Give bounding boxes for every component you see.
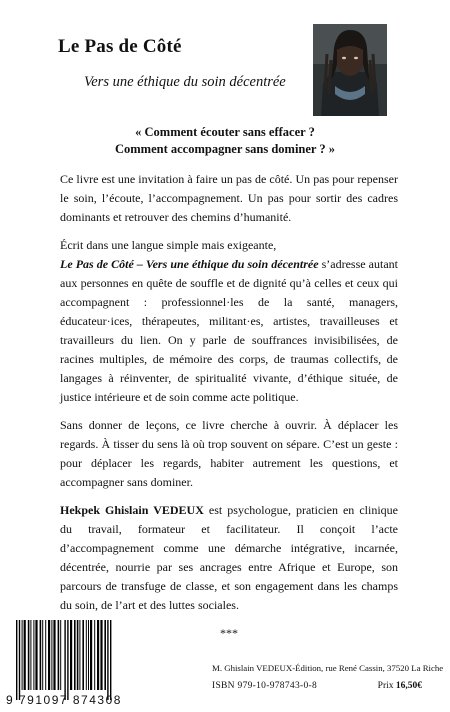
author-name: Hekpek Ghislain VEDEUX bbox=[60, 503, 204, 517]
price-value: 16,50€ bbox=[395, 681, 422, 691]
book-title-inline: Le Pas de Côté – Vers une éthique du soin décentrée bbox=[60, 257, 319, 271]
barcode-bar bbox=[51, 620, 52, 690]
barcode-bar bbox=[22, 620, 23, 690]
barcode-bar bbox=[40, 620, 42, 690]
barcode-bar bbox=[104, 620, 106, 690]
paragraph-purpose: Sans donner de leçons, ce livre cherche à ouvrir. À déplacer les regards. À tisser du sens là où trop souvent on sépare. C’est un geste : pour déplacer les regards, habiter autrement les questions, et accompagner sans dominer. bbox=[60, 418, 398, 489]
publisher-address: M. Ghislain VEDEUX-Édition, rue René Cassin, 37520 La Riche bbox=[212, 663, 444, 673]
barcode-bar bbox=[42, 620, 43, 690]
barcode-bar bbox=[77, 620, 79, 690]
paragraph-audience bbox=[60, 255, 398, 407]
barcode-bar bbox=[100, 620, 102, 690]
barcode-bar bbox=[82, 620, 84, 690]
tagline-quote bbox=[0, 124, 450, 158]
barcode-bar bbox=[97, 620, 99, 690]
barcode-bar bbox=[94, 620, 95, 690]
barcode-bar bbox=[90, 620, 92, 690]
barcode-bar bbox=[16, 620, 17, 700]
author-bio: est psychologue, praticien en clinique du travail, formateur et facilitateur. Il conçoit l’acte d’accompagnement comme une démarche intégrative, incarnée, décentrée, nourrie par ses ancrages entre Afrique et Europe, son parcours de transfuge de classe, et son engagement dans les champs du soin, de l’art et des luttes sociales. bbox=[60, 503, 398, 612]
barcode-bar bbox=[67, 620, 68, 700]
barcode-bar bbox=[35, 620, 37, 690]
barcode-bar bbox=[28, 620, 30, 690]
paragraph-audience-text: s’adresse autant aux personnes en quête de souffle et de dignité qu’à celles et ceux qui accompagnent : professionnel·les de la santé, managers, éducateur·ices, thérapeutes, militant·es, artistes, travailleuses et travailleurs du lien. On y parle de souffrances invisibilisées, de racines multiples, de mémoire des corps, de traumas collectifs, de langages à réinventer, de spiritualité vivante, d’éthique située, de justice intérieure et de soin comme acte politique. bbox=[60, 257, 398, 404]
barcode-bar bbox=[88, 620, 89, 690]
section-divider: *** bbox=[220, 626, 238, 640]
barcode-bar bbox=[53, 620, 55, 690]
barcode-bar bbox=[110, 620, 111, 700]
barcode-bar bbox=[58, 620, 60, 690]
tagline-line-2: Comment accompagner sans dominer ? » bbox=[114, 142, 335, 156]
barcode-bar bbox=[64, 620, 65, 700]
book-subtitle: Vers une éthique du soin décentrée bbox=[84, 74, 286, 90]
barcode-bar bbox=[70, 620, 72, 690]
barcode-bar bbox=[19, 620, 20, 700]
book-title: Le Pas de Côté bbox=[58, 36, 182, 57]
barcode-bar bbox=[45, 620, 46, 690]
barcode-bar bbox=[48, 620, 50, 690]
barcode-bar bbox=[30, 620, 31, 690]
back-cover-text bbox=[60, 170, 398, 643]
paragraph-intro: Ce livre est une invitation à faire un pas de côté. Un pas pour repenser le soin, l’écoute, l’accompagnement. Un pas pour sortir des cadres dominants et retrouver des chemins d’humanité. bbox=[60, 172, 398, 224]
barcode-bar bbox=[86, 620, 87, 690]
isbn-number: ISBN 979-10-978743-0-8 bbox=[212, 681, 318, 691]
paragraph-author bbox=[60, 501, 398, 615]
tagline-line-1: « Comment écouter sans effacer ? bbox=[135, 125, 315, 139]
paragraph-language-intro: Écrit dans une langue simple mais exigeante, bbox=[60, 238, 277, 252]
barcode-digits: 9 791097 874308 bbox=[6, 693, 122, 707]
barcode-bar bbox=[107, 620, 108, 700]
barcode-bar bbox=[79, 620, 80, 690]
price bbox=[378, 681, 422, 691]
price-label: Prix bbox=[377, 681, 396, 691]
barcode-bar bbox=[60, 620, 61, 690]
barcode-bar bbox=[33, 620, 34, 690]
barcode-bar bbox=[24, 620, 26, 690]
barcode-bar bbox=[74, 620, 76, 690]
author-photo bbox=[313, 24, 387, 116]
